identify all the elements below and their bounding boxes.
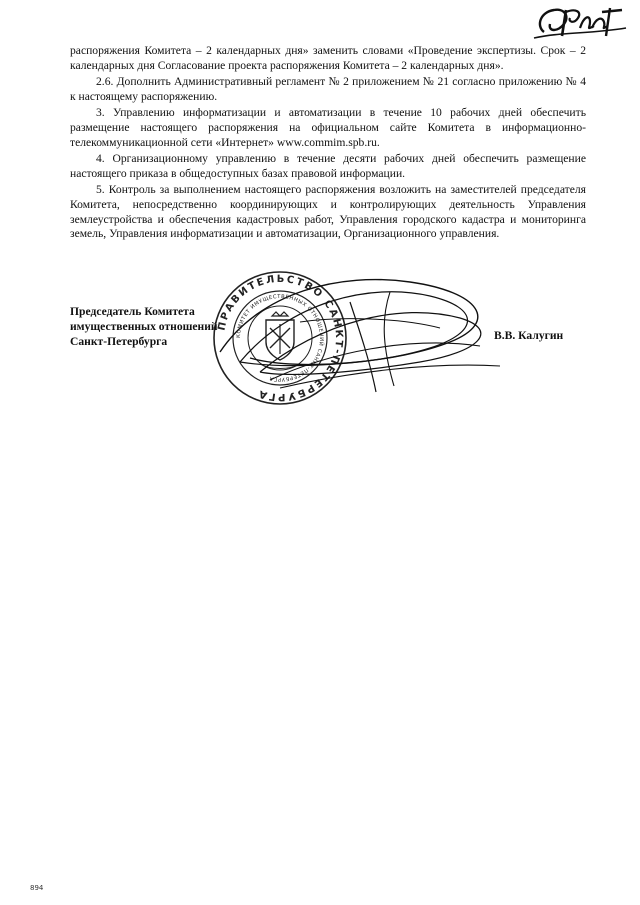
signer-title-line-3: Санкт-Петербурга bbox=[70, 335, 168, 348]
document-body bbox=[70, 44, 586, 244]
signer-title-block bbox=[70, 304, 270, 349]
signer-title-line-1: Председатель Комитета bbox=[70, 305, 195, 318]
paragraph-5: 5. Контроль за выполнением настоящего распоряжения возложить на заместителей председателя Комитета, непосредственно координирующих и контролирующих деятельность Управления землеустройства и обеспечения кадастровых работ, Управления городского кадастра и мониторинга земель, Управления информатизации и автоматизации, Организационного управления. bbox=[70, 183, 586, 241]
paragraph-3: 3. Управлению информатизации и автоматизации в течение 10 рабочих дней обеспечить размещение настоящего распоряжения на официальном сайте Комитета в информационно-телекоммуникационной сети «Интернет» www.commim.spb.ru. bbox=[70, 106, 586, 149]
signer-title-line-2: имущественных отношений bbox=[70, 320, 218, 333]
handwritten-mark-icon bbox=[530, 2, 630, 42]
seal-inner-text: КОМИТЕТ ИМУЩЕСТВЕННЫХ ОТНОШЕНИЙ САНКТ-ПЕТЕРБУРГА bbox=[235, 293, 325, 383]
paragraph-4: 4. Организационному управлению в течение десяти рабочих дней обеспечить размещение настоящего приказа в общедоступных базах правовой информации. bbox=[70, 152, 586, 180]
paragraph-2-6: 2.6. Дополнить Административный регламент № 2 приложением № 21 согласно приложению № 4 к настоящему распоряжению. bbox=[70, 75, 586, 103]
footer-mark: 894 bbox=[30, 884, 44, 892]
seal-outer-text: ПРАВИТЕЛЬСТВО САНКТ-ПЕТЕРБУРГА bbox=[216, 273, 345, 403]
paragraph-continuation: распоряжения Комитета – 2 календарных дня» заменить словами «Проведение экспертизы. Срок – 2 календарных дня Согласование проекта распоряжения Комитета – 2 календарных дня». bbox=[70, 44, 586, 72]
signer-name: В.В. Калугин bbox=[494, 329, 564, 342]
